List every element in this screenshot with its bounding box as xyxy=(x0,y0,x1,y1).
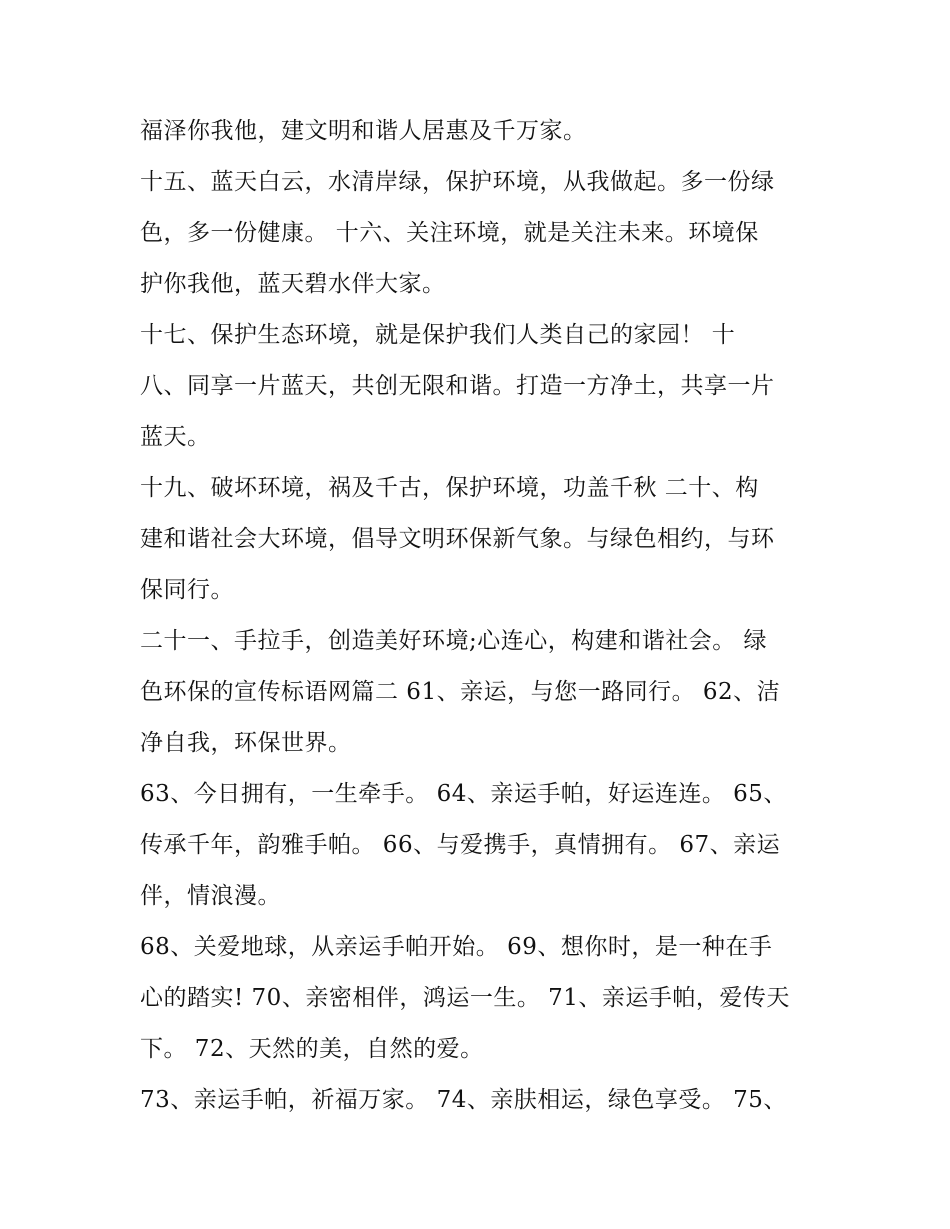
text-line: 十九、破坏环境，祸及千古，保护环境，功盖千秋 二十、构 xyxy=(140,475,759,501)
text-line: 传承千年，韵雅手帕。 66、与爱携手，真情拥有。 67、亲运 xyxy=(140,832,781,858)
text-line: 68、关爱地球，从亲运手帕开始。 69、想你时，是一种在手 xyxy=(140,934,773,960)
text-line: 下。 72、天然的美，自然的爱。 xyxy=(140,1036,484,1062)
text-line: 色环保的宣传标语网篇二 61、亲运，与您一路同行。 62、洁 xyxy=(140,679,781,705)
text-line: 63、今日拥有，一生牵手。 64、亲运手帕，好运连连。 65、 xyxy=(140,781,787,807)
text-line: 二十一、手拉手，创造美好环境;心连心，构建和谐社会。 绿 xyxy=(140,628,768,654)
text-line: 十五、蓝天白云，水清岸绿，保护环境，从我做起。多一份绿 xyxy=(140,169,775,195)
text-line: 色，多一份健康。 十六、关注环境，就是关注未来。环境保 xyxy=(140,220,759,246)
text-line: 心的踏实! 70、亲密相伴，鸿运一生。 71、亲运手帕，爱传天 xyxy=(140,985,790,1011)
text-line: 伴，情浪漫。 xyxy=(140,883,281,909)
text-line: 蓝天。 xyxy=(140,424,211,450)
text-line: 建和谐社会大环境，倡导文明环保新气象。与绿色相约，与环 xyxy=(140,526,775,552)
text-line: 福泽你我他，建文明和谐人居惠及千万家。 xyxy=(140,118,587,144)
text-line: 八、同享一片蓝天，共创无限和谐。打造一方净土，共享一片 xyxy=(140,373,775,399)
document-body xyxy=(140,106,820,1126)
text-line: 净自我，环保世界。 xyxy=(140,730,352,756)
text-line: 73、亲运手帕，祈福万家。 74、亲肤相运，绿色享受。 75、 xyxy=(140,1087,787,1113)
text-line: 护你我他，蓝天碧水伴大家。 xyxy=(140,271,446,297)
text-line: 保同行。 xyxy=(140,577,234,603)
text-line: 十七、保护生态环境，就是保护我们人类自己的家园！ 十 xyxy=(140,322,736,348)
